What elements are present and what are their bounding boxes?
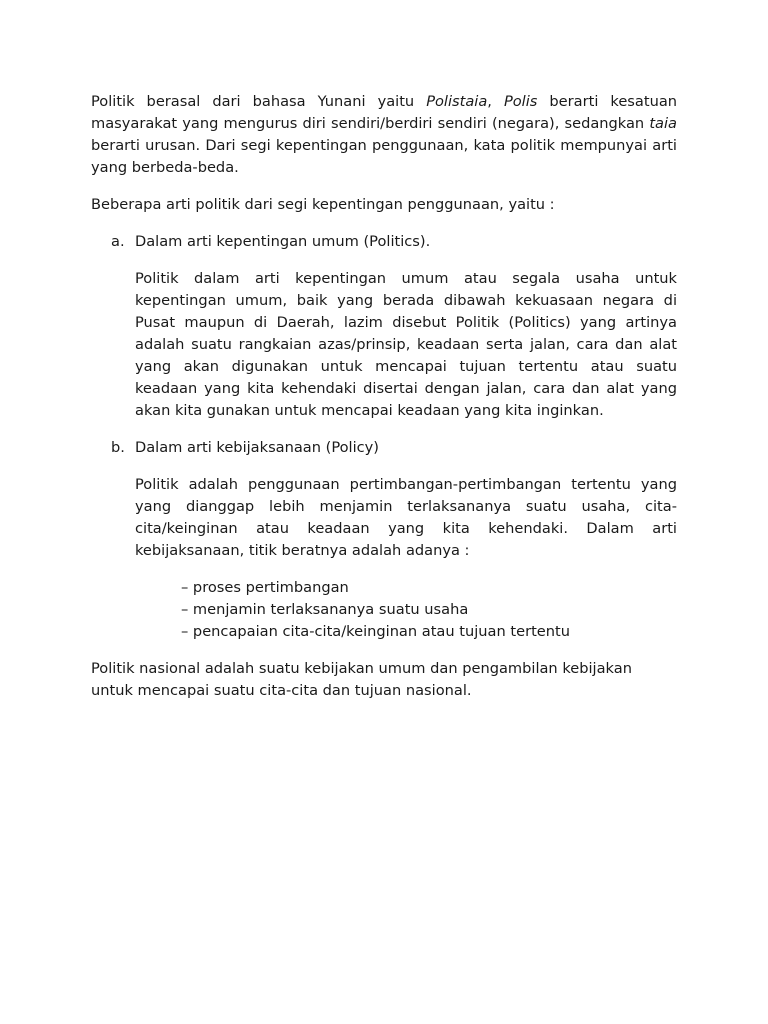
dash-list-item: – pencapaian cita-cita/keinginan atau tujuan tertentu <box>181 623 570 640</box>
list-item-policy <box>91 437 677 643</box>
term-polis: Polis <box>503 93 538 110</box>
intro-text-2: , <box>487 93 504 110</box>
list-item-politics <box>91 231 677 422</box>
item-body: Politik adalah penggunaan pertimbangan-pertimbangan tertentu yang yang dianggap lebih menjamin terlaksananya suatu usaha, cita-cita/keinginan atau keadaan yang kita kehendaki. Dalam arti kebijaksanaan, titik beratnya adalah adanya : <box>135 476 677 559</box>
intro-text-4: berarti urusan. Dari segi kepentingan penggunaan, kata politik mempunyai arti yang berbeda-beda. <box>91 137 677 176</box>
item-marker: a. <box>111 233 125 250</box>
item-heading <box>111 437 677 459</box>
item-heading-text: Dalam arti kepentingan umum (Politics). <box>135 233 431 250</box>
intro-text-3: berarti kesatuan masyarakat yang mengurus diri sendiri/berdiri sendiri (negara), sedangkan <box>91 93 678 132</box>
dash-list-item: – menjamin terlaksananya suatu usaha <box>181 601 469 618</box>
item-heading-text: Dalam arti kebijaksanaan (Policy) <box>135 439 380 456</box>
item-body: Politik dalam arti kepentingan umum atau segala usaha untuk kepentingan umum, baik yang berada dibawah kekuasaan negara di Pusat maupun di Daerah, lazim disebut Politik (Politics) yang artinya adalah suatu rangkaian azas/prinsip, keadaan serta jalan, cara dan alat yang akan digunakan untuk mencapai tujuan tertentu atau suatu keadaan yang kita kehendaki disertai dengan jalan, cara dan alat yang akan kita gunakan untuk mencapai keadaan yang kita inginkan. <box>135 270 677 419</box>
item-marker: b. <box>111 439 125 456</box>
term-taia: taia <box>649 115 677 132</box>
intro-text-1: Politik berasal dari bahasa Yunani yaitu <box>91 93 427 110</box>
closing-paragraph: Politik nasional adalah suatu kebijakan umum dan pengambilan kebijakan untuk mencapai suatu cita-cita dan tujuan nasional. <box>91 660 632 699</box>
dash-list-item: – proses pertimbangan <box>181 579 349 596</box>
document-page <box>91 91 677 702</box>
dash-list <box>135 577 677 643</box>
lead-paragraph: Beberapa arti politik dari segi kepentingan penggunaan, yaitu : <box>91 196 555 213</box>
item-heading <box>111 231 677 253</box>
intro-paragraph <box>91 91 677 179</box>
term-polistaia: Polistaia <box>426 93 488 110</box>
